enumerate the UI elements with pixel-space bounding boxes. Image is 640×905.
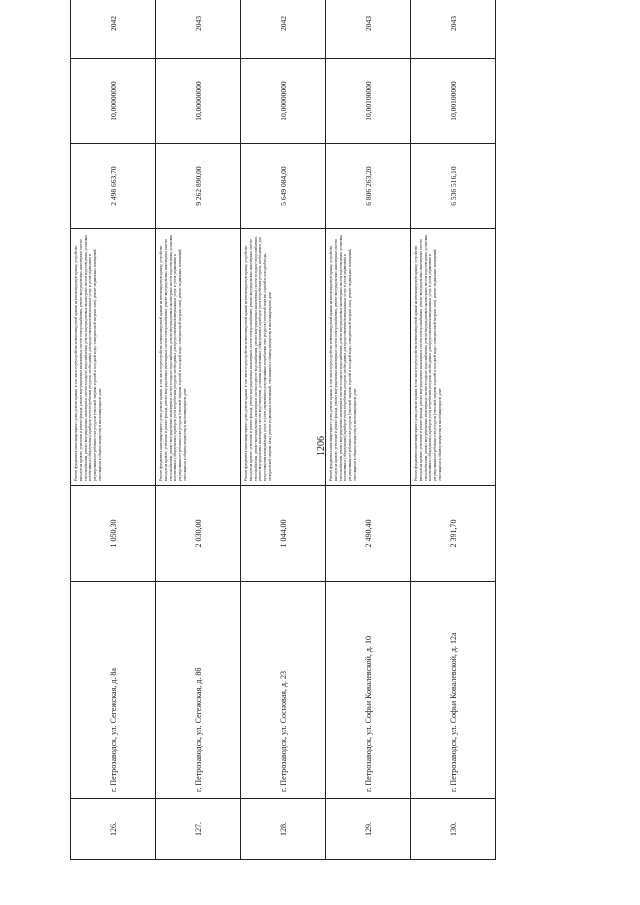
works-text: Ремонт фундамента многоквартирного дома, ремонт крыши, в том числе переустройство невентилируемой крыши на вентилируемую крышу, устройство выходов на кровлю, утепление и ремонт фасада, ремонт внутридомовых инженерных систем электроснабжения, ремонт внутридомовых инженерных систем теплоснабжения, ремонт внутридомовых инженерных систем холодного водоснабжения, ремонт внутридомовых инженерных систем водоотведения, установка коллективных (общедомовых) приборов учета потребления ресурсов, необходимых для предоставления коммунальных услуг, и узлов управления и регулирования потребления этих ресурсов (тепловой энергии, горячей и холодной воды, электрической энергии, газа), ремонт подвальных помещений, относящихся к общему имуществу в многоквартирном доме <box>159 235 187 481</box>
row-address: г. Петрозаводск, ул. Софьи Ковалевской, д. 12а <box>411 582 496 799</box>
row-year: 2043 <box>156 0 241 59</box>
rotated-table-container <box>70 16 496 860</box>
row-number: 130. <box>411 799 496 860</box>
row-cost: 2 498 663,70 <box>71 144 156 229</box>
page-number: 1206 <box>316 436 327 456</box>
works-text: Ремонт фундамента многоквартирного дома, ремонт крыши, в том числе переустройство невентилируемой крыши на вентилируемую крышу, устройство выходов на кровлю, утепление и ремонт фасада, ремонт внутридомовых инженерных систем электроснабжения, ремонт внутридомовых инженерных систем теплоснабжения, ремонт внутридомовых инженерных систем холодного водоснабжения, ремонт внутридомовых инженерных систем водоотведения, установка коллективных (общедомовых) приборов учета потребления ресурсов, необходимых для предоставления коммунальных услуг, и узлов управления и регулирования потребления этих ресурсов (тепловой энергии, горячей и холодной воды, электрической энергии, газа), ремонт подвальных помещений, относящихся к общему имуществу в многоквартирном доме <box>329 235 357 481</box>
table-row <box>241 0 326 860</box>
row-area: 2 490,40 <box>326 486 411 582</box>
row-year: 2042 <box>71 0 156 59</box>
row-area: 2 030,00 <box>156 486 241 582</box>
row-duration: 10,00000000 <box>71 59 156 144</box>
table-row <box>326 0 411 860</box>
row-works <box>241 229 326 486</box>
row-address: г. Петрозаводск, ул. Сегежская, д. 8б <box>156 582 241 799</box>
row-cost: 6 536 516,10 <box>411 144 496 229</box>
row-area: 2 391,70 <box>411 486 496 582</box>
works-text: Ремонт фундамента многоквартирного дома, ремонт крыши, в том числе переустройство невентилируемой крыши на вентилируемую крышу, устройство выходов на кровлю, утепление и ремонт фасада, ремонт внутридомовых инженерных систем электроснабжения, ремонт внутридомовых инженерных систем теплоснабжения, ремонт внутридомовых инженерных систем горячего водоснабжения, ремонт внутридомовых инженерных систем холодного водоснабжения, ремонт внутридомовых инженерных систем водоотведения, установка коллективных (общедомовых) приборов учета потребления ресурсов, необходимых для предоставления коммунальных услуг, и узлов управления и регулирования потребления этих ресурсов (тепловой энергии, горячей и холодной воды, электрической энергии, газа), ремонт подвальных помещений, относящихся к общему имуществу в многоквартирном доме <box>244 236 272 481</box>
row-duration: 10,00100000 <box>326 59 411 144</box>
row-year: 2042 <box>241 0 326 59</box>
row-address: г. Петрозаводск, ул. Сосновая, д. 23 <box>241 582 326 799</box>
row-number: 129. <box>326 799 411 860</box>
row-address: г. Петрозаводск, ул. Сегежская, д. 8а <box>71 582 156 799</box>
row-number: 126. <box>71 799 156 860</box>
row-number: 127. <box>156 799 241 860</box>
row-works <box>326 229 411 486</box>
row-year: 2043 <box>326 0 411 59</box>
works-text: Ремонт фундамента многоквартирного дома, ремонт крыши, в том числе переустройство невентилируемой крыши на вентилируемую крышу, устройство выходов на кровлю, утепление и ремонт фасада, ремонт внутридомовых инженерных систем электроснабжения, ремонт внутридомовых инженерных систем теплоснабжения, ремонт внутридомовых инженерных систем холодного водоснабжения, ремонт внутридомовых инженерных систем водоотведения, установка коллективных (общедомовых) приборов учета потребления ресурсов, необходимых для предоставления коммунальных услуг, и узлов управления и регулирования потребления этих ресурсов (тепловой энергии, горячей и холодной воды, электрической энергии, газа), ремонт подвальных помещений, относящихся к общему имуществу в многоквартирном доме <box>74 235 102 481</box>
row-cost: 6 806 263,20 <box>326 144 411 229</box>
table-row <box>411 0 496 860</box>
row-cost: 5 649 084,00 <box>241 144 326 229</box>
row-address: г. Петрозаводск, ул. Софьи Ковалевской, д. 10 <box>326 582 411 799</box>
row-works <box>411 229 496 486</box>
row-year: 2043 <box>411 0 496 59</box>
row-duration: 10,00100000 <box>411 59 496 144</box>
row-cost: 9 262 890,00 <box>156 144 241 229</box>
row-area: 1 044,00 <box>241 486 326 582</box>
row-works <box>156 229 241 486</box>
row-duration: 10,00000000 <box>241 59 326 144</box>
row-area: 1 050,30 <box>71 486 156 582</box>
row-duration: 10,00000000 <box>156 59 241 144</box>
row-number: 128. <box>241 799 326 860</box>
capital-repair-table <box>70 0 496 860</box>
works-text: Ремонт фундамента многоквартирного дома, ремонт крыши, в том числе переустройство невентилируемой крыши на вентилируемую крышу, устройство выходов на кровлю, утепление и ремонт фасада, ремонт внутридомовых инженерных систем электроснабжения, ремонт внутридомовых инженерных систем теплоснабжения, ремонт внутридомовых инженерных систем холодного водоснабжения, ремонт внутридомовых инженерных систем водоотведения, установка коллективных (общедомовых) приборов учета потребления ресурсов, необходимых для предоставления коммунальных услуг, и узлов управления и регулирования потребления этих ресурсов (тепловой энергии, горячей и холодной воды, электрической энергии, газа), ремонт подвальных помещений, относящихся к общему имуществу в многоквартирном доме <box>414 235 442 481</box>
table-row <box>71 0 156 860</box>
table-row <box>156 0 241 860</box>
row-works <box>71 229 156 486</box>
